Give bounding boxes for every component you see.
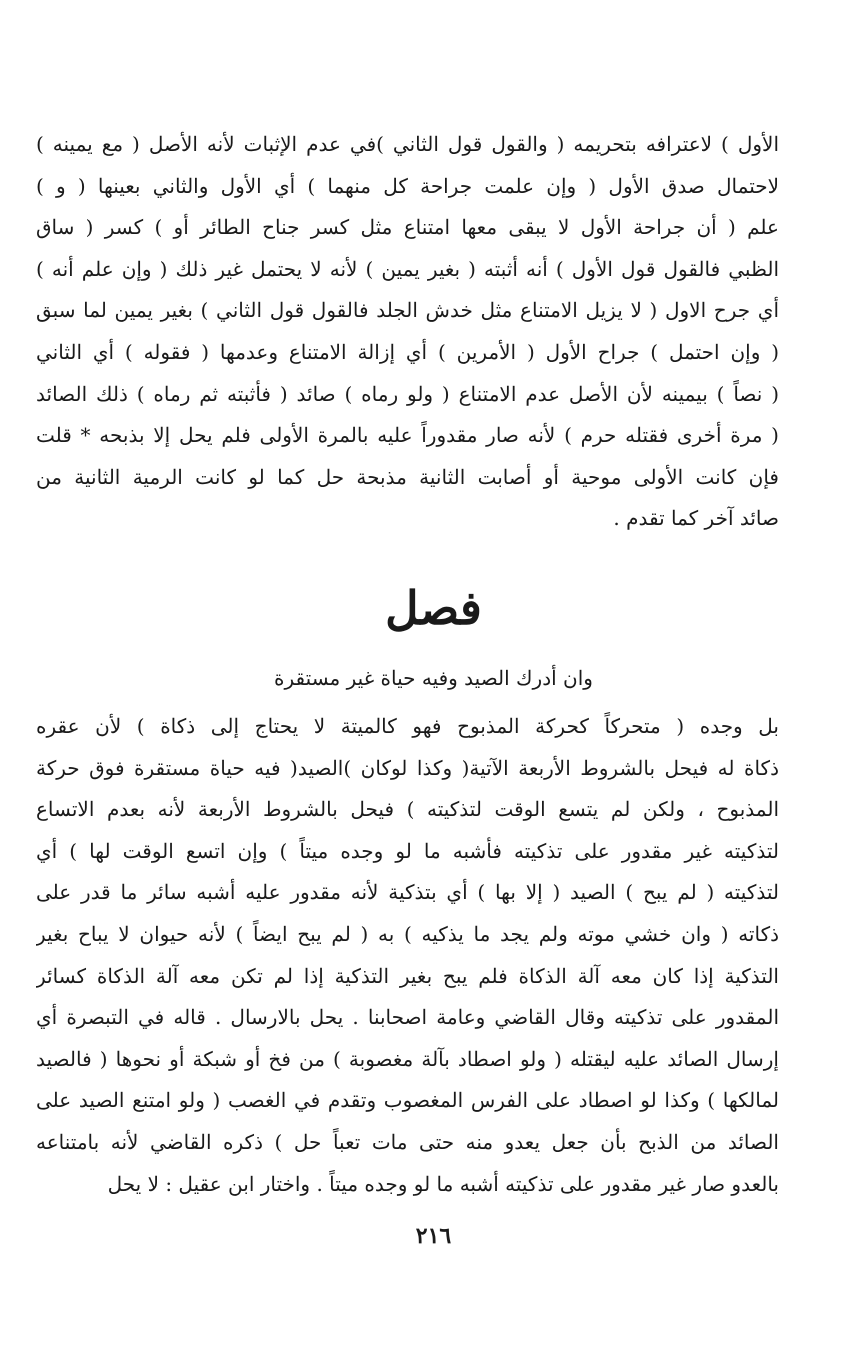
text-line: صائد آخر كما تقدم .: [613, 506, 779, 531]
section-subheading: وان أدرك الصيد وفيه حياة غير مستقرة: [274, 666, 593, 690]
text-line: المذبوح ، ولكن لم يتسع الوقت لتذكيته ) فيحل بالشروط الأربعة لأنه بعدم الاتساع: [36, 797, 779, 822]
text-line: علم ( أن جراحة الأول لا يبقى معها امتناع مثل كسر جناح الطائر أو ) كسر ( ساق: [36, 215, 779, 240]
text-line: الظبي فالقول قول الأول ) أنه أثبته ( بغير يمين ) لأنه لا يحتمل غير ذلك ( وإن علم أنه ): [36, 256, 779, 281]
text-line: الأول ) لاعترافه بتحريمه ( والقول قول الثاني )في عدم الإثبات لأنه الأصل ( مع يمينه ): [36, 132, 779, 156]
text-line: الصائد من الذبح بأن جعل يعدو منه حتى مات تعباً حل ) ذكره القاضي لأنه بامتناعه: [36, 1130, 779, 1154]
text-line: المقدور على تذكيته وقال القاضي وعامة اصحابنا . يحل بالارسال . قاله في التبصرة أي: [36, 1005, 779, 1030]
text-line: أي جرح الاول ( لا يزيل الامتناع مثل خدش الجلد فالقول قول الثاني ) بغير يمين لما سبق: [36, 298, 779, 323]
text-line: ( نصاً ) بيمينه لأن الأصل عدم الامتناع ( ولو رماه ) صائد ( فأثبته ثم رماه ) ذلك الصائد: [36, 381, 779, 406]
text-line: التذكية إذا كان معه آلة الذكاة فلم يبح بغير التذكية إذا لم تكن معه آلة الذكاة كسائر: [36, 963, 779, 988]
text-line: لتذكيته ( لم يبح ) الصيد ( إلا بها ) أي بتذكية لأنه مقدور عليه أشبه سائر ما قدر على: [36, 880, 779, 905]
page-number: ٢١٦: [415, 1223, 452, 1249]
text-line: لاحتمال صدق الأول ( وإن علمت جراحة كل منهما ) أي الأول والثاني بعينها ( و ): [36, 173, 779, 198]
text-line: لتذكيته غير مقدور على تذكيته فأشبه ما لو وجده ميتاً ) وإن اتسع الوقت لها ) أي: [36, 838, 779, 863]
text-line: لمالكها ) وكذا لو اصطاد على الفرس المغصوب وتقدم في الغصب ( ولو امتنع الصيد على: [36, 1088, 779, 1113]
section-heading: فصل: [385, 581, 482, 635]
text-line: بل وجده ( متحركاً كحركة المذبوح فهو كالميتة لا يحتاج إلى ذكاة ) لأن عقره: [36, 714, 779, 738]
text-line: ذكاة له فيحل بالشروط الأربعة الآتية( وكذا لوكان )الصيد( فيه حياة مستقرة فوق حركة: [36, 755, 779, 780]
text-line: إرسال الصائد عليه ليقتله ( ولو اصطاد بآلة مغصوبة ) من فخ أو شبكة أو نحوها ( فالصيد: [36, 1046, 779, 1071]
text-line: بالعدو صار غير مقدور على تذكيته أشبه ما لو وجده ميتاً . واختار ابن عقيل : لا يحل: [107, 1171, 779, 1196]
text-line: ( مرة أخرى فقتله حرم ) لأنه صار مقدوراً عليه بالمرة الأولى فلم يحل إلا بذبحه * قلت: [36, 423, 779, 448]
text-line: فإن كانت الأولى موحية أو أصابت الثانية مذبحة حل كما لو كانت الرمية الثانية من: [36, 464, 779, 489]
text-line: ( وإن احتمل ) جراح الأول ( الأمرين ) أي إزالة الامتناع وعدمها ( فقوله ) أي الثاني: [36, 340, 779, 364]
text-line: ذكاته ( وان خشي موته ولم يجد ما يذكيه ) به ( لم يبح ايضاً ) لأنه حيوان لا يباح بغير: [36, 922, 779, 946]
